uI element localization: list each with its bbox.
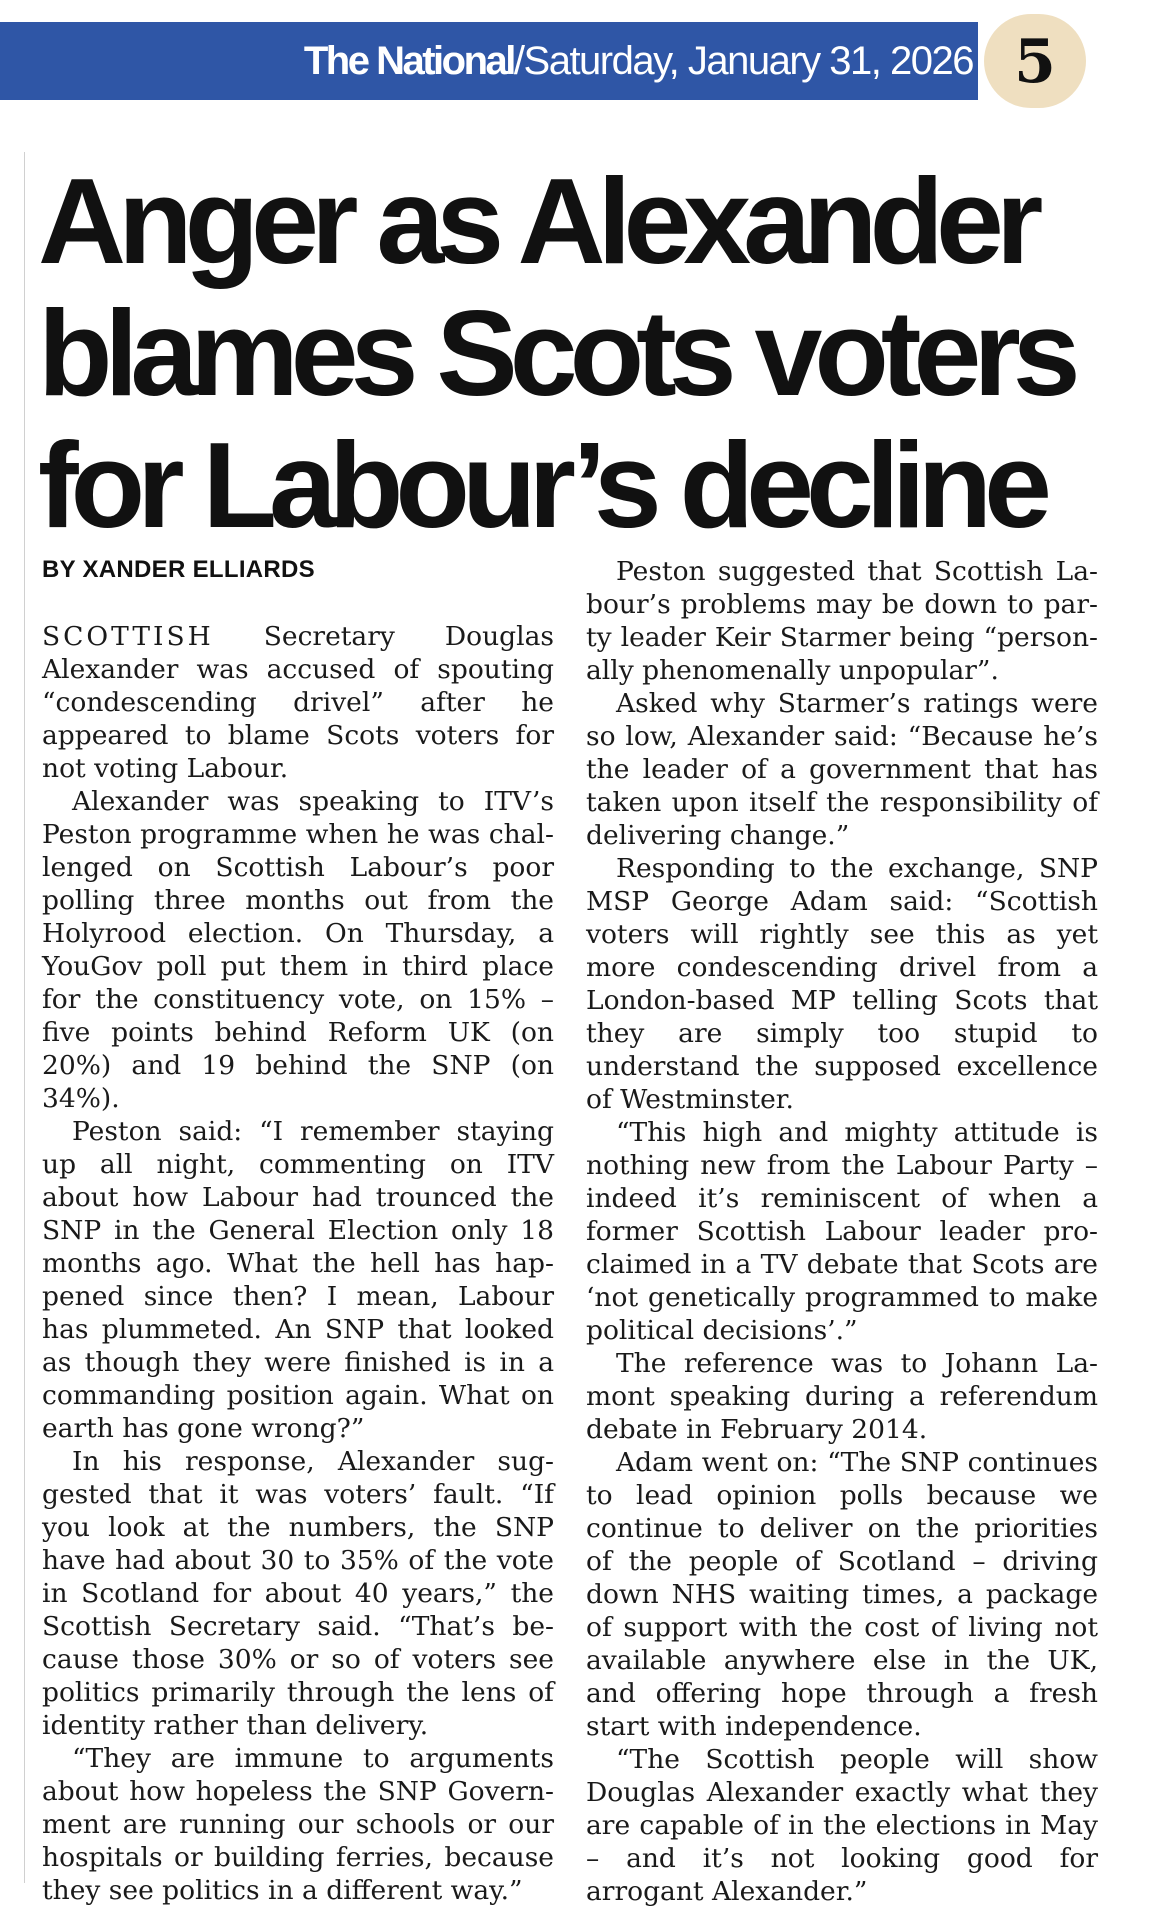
masthead-bar xyxy=(0,22,978,100)
article-headline: Anger as Alexander blames Scots voters for Labour’s decline xyxy=(38,153,1073,553)
article-byline: BY XANDER ELLIARDS xyxy=(42,556,315,583)
paragraph: “The Scottish people will show Douglas Alexander exactly what they are capable of in the elections in May – and it’s not looking good for arrogant Alexander.” xyxy=(586,1744,1098,1907)
paragraph: SCOTTISH Secretary Douglas Alexander was accused of spouting “condescending drivel” after he appeared to blame Scots voters for not voting Labour. xyxy=(42,621,554,784)
paragraph: Peston said: “I remember staying up all night, commenting on ITV about how Labour had trounced the SNP in the General Election only 18 months ago. What the hell has happened since then? I mean, Labour has plummeted. An SNP that looked as though they were finished is in a commanding position again. What on earth has gone wrong?” xyxy=(42,1116,554,1444)
paragraph: Asked why Starmer’s ratings were so low, Alexander said: “Because he’s the leader of a government that has taken upon itself the responsibility of delivering change.” xyxy=(586,688,1098,851)
issue-date: Saturday, January 31, 2026 xyxy=(523,39,973,83)
paragraph: Adam went on: “The SNP continues to lead opinion polls because we continue to deliver on the priorities of the people of Scotland – driving down NHS waiting times, a package of support with the cost of living not available anywhere else in the UK, and offering hope through a fresh start with independence. xyxy=(586,1447,1098,1742)
masthead-title xyxy=(304,22,978,100)
paragraph: Responding to the exchange, SNP MSP George Adam said: “Scottish voters will rightly see this as yet more condescending drivel from a London-based MP telling Scots that they are simply too stupid to understand the supposed excellence of Westminster. xyxy=(586,853,1098,1115)
paragraph: In his response, Alexander suggested that it was voters’ fault. “If you look at the numbers, the SNP have had about 30 to 35% of the vote in Scotland for about 40 years,” the Scottish Secretary said. “That’s because those 30% or so of voters see politics primarily through the lens of identity rather than delivery. xyxy=(42,1446,554,1741)
paragraph: The reference was to Johann Lamont speaking during a referendum debate in February 2014. xyxy=(586,1348,1098,1445)
page-number-badge: 5 xyxy=(982,12,1088,110)
publication-name: The National xyxy=(303,39,514,83)
paragraph: “This high and mighty attitude is nothing new from the Labour Party – indeed it’s reminiscent of when a former Scottish Labour leader proclaimed in a TV debate that Scots are ‘not genetically programmed to make political decisions’.” xyxy=(586,1117,1098,1346)
lead-word: SCOTTISH xyxy=(42,621,214,652)
article-column-left xyxy=(42,620,554,1907)
paragraph: “They are immune to arguments about how hopeless the SNP Government are running our schools or our hospitals or building ferries, because they see politics in a different way.” xyxy=(42,1743,554,1906)
paragraph: Alexander was speaking to ITV’s Peston programme when he was challenged on Scottish Labour’s poor polling three months out from the Holyrood election. On Thursday, a YouGov poll put them in third place for the constituency vote, on 15% – five points behind Reform UK (on 20%) and 19 behind the SNP (on 34%). xyxy=(42,786,554,1114)
masthead-separator: / xyxy=(513,39,524,83)
article-column-right xyxy=(586,555,1098,1908)
page-edge-rule xyxy=(24,152,25,1883)
paragraph: Peston suggested that Scottish Labour’s problems may be down to party leader Keir Starmer being “personally phenomenally unpopular”. xyxy=(586,556,1098,686)
